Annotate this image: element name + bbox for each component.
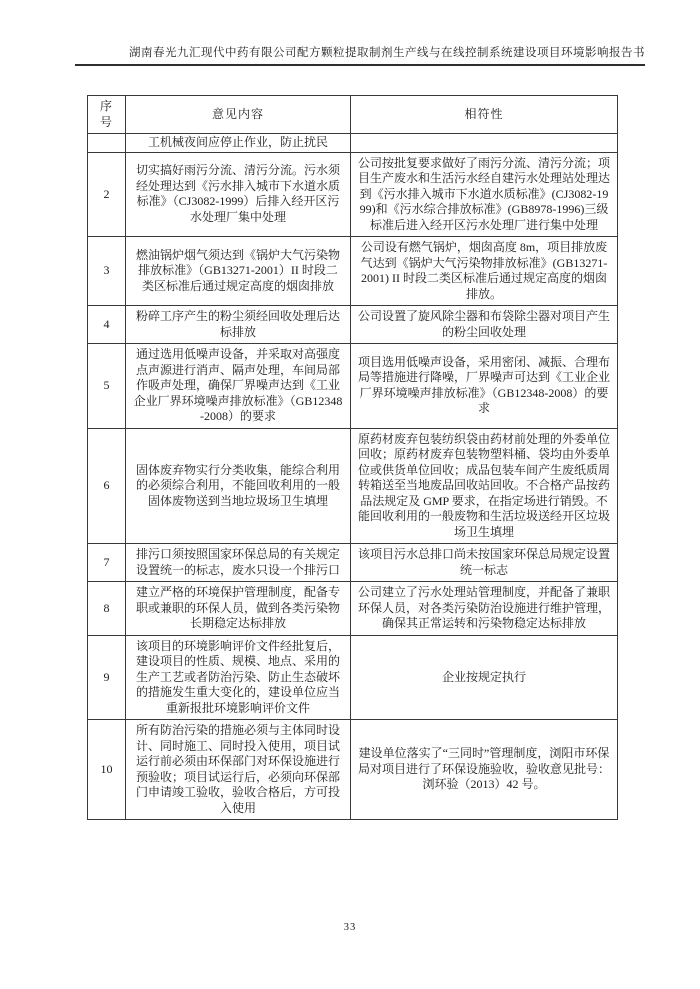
serial-number-cell: 9	[88, 635, 126, 720]
table-row	[88, 720, 618, 820]
serial-number-cell: 5	[88, 344, 126, 429]
opinion-cell: 工机械夜间应停止作业，防止扰民	[126, 134, 351, 153]
table-row	[88, 582, 618, 636]
table-row	[88, 134, 618, 153]
serial-number-cell: 8	[88, 582, 126, 636]
table-row	[88, 237, 618, 306]
serial-number-cell: 3	[88, 237, 126, 306]
opinion-cell: 粉碎工序产生的粉尘须经回收处理后达标排放	[126, 306, 351, 344]
serial-number-cell	[88, 134, 126, 153]
table-row	[88, 428, 618, 544]
conformity-cell: 公司设置了旋风除尘器和布袋除尘器对项目产生的粉尘回收处理	[351, 306, 618, 344]
opinion-cell: 燃油锅炉烟气须达到《锅炉大气污染物排放标准》（GB13271-2001）II 时段二类区标准后通过规定高度的烟囱排放	[126, 237, 351, 306]
conformity-cell: 建设单位落实了“三同时”管理制度，浏阳市环保局对项目进行了环保设施验收，验收意见批号：浏环验（2013）42 号。	[351, 720, 618, 820]
column-header-conformity: 相符性	[351, 96, 618, 134]
opinion-cell: 固体废弃物实行分类收集，能综合利用的必须综合利用，不能回收利用的一般固体废物送到当地垃圾场卫生填埋	[126, 428, 351, 544]
conformity-cell: 该项目污水总排口尚未按国家环保总局规定设置统一标志	[351, 544, 618, 582]
serial-number-cell: 2	[88, 152, 126, 237]
conformity-cell: 公司建立了污水处理站管理制度，并配备了兼职环保人员，对各类污染防治设施进行维护管理，确保其正常运转和污染物稳定达标排放	[351, 582, 618, 636]
table-row	[88, 152, 618, 237]
page-number: 33	[343, 922, 357, 933]
conformity-cell: 公司按批复要求做好了雨污分流、清污分流；项目生产废水和生活污水经自建污水处理站处理达到《污水排入城市下水道水质标准》(CJ3082-1999)和《污水综合排放标准》(GB8978-1996)三级标准后进入经开区污水处理厂进行集中处理	[351, 152, 618, 237]
conformity-cell: 原药材废弃包装纺织袋由药材前处理的外委单位回收；原药材废弃包装物塑料桶、袋均由外委单位或供货单位回收；成品包装车间产生废纸质周转箱送至当地废品回收站回收。不合格产品按药品法规定及 GMP 要求，在指定场进行销毁。不能回收利用的一般废物和生活垃圾送经开区垃圾场卫生填埋	[351, 428, 618, 544]
opinion-cell: 通过选用低噪声设备，并采取对高强度点声源进行消声、隔声处理，车间局部作吸声处理，确保厂界噪声达到《工业企业厂界环境噪声排放标准》（GB12348-2008）的要求	[126, 344, 351, 429]
conformity-cell: 企业按规定执行	[351, 635, 618, 720]
serial-number-cell: 6	[88, 428, 126, 544]
column-header-opinion-content: 意见内容	[126, 96, 351, 134]
conformity-cell: 公司设有燃气锅炉，烟囱高度 8m，项目排放废气达到《锅炉大气污染物排放标准》(GB13271-2001) II 时段二类区标准后通过规定高度的烟囱排放。	[351, 237, 618, 306]
serial-number-cell: 10	[88, 720, 126, 820]
opinion-conformity-table	[87, 95, 618, 820]
opinion-cell: 该项目的环境影响评价文件经批复后，建设项目的性质、规模、地点、采用的生产工艺或者防治污染、防止生态破坏的措施发生重大变化的，建设单位应当重新报批环境影响评价文件	[126, 635, 351, 720]
opinion-cell: 建立严格的环境保护管理制度，配备专职或兼职的环保人员，做到各类污染物长期稳定达标排放	[126, 582, 351, 636]
conformity-cell	[351, 134, 618, 153]
column-header-serial-number: 序号	[88, 96, 126, 134]
table-row	[88, 635, 618, 720]
serial-number-cell: 4	[88, 306, 126, 344]
table-row	[88, 544, 618, 582]
table-row	[88, 306, 618, 344]
table-row	[88, 344, 618, 429]
opinion-cell: 切实搞好雨污分流、清污分流。污水须经处理达到《污水排入城市下水道水质标准》（CJ3082-1999）后排入经开区污水处理厂集中处理	[126, 152, 351, 237]
opinion-cell: 排污口须按照国家环保总局的有关规定设置统一的标志，废水只设一个排污口	[126, 544, 351, 582]
conformity-cell: 项目选用低噪声设备，采用密闭、减振、合理布局等措施进行降噪，厂界噪声可达到《工业企业厂界环境噪声排放标准》（GB12348-2008）的要求	[351, 344, 618, 429]
table-header-row	[88, 96, 618, 134]
running-header-title: 湖南春光九汇现代中药有限公司配方颗粒提取制剂生产线与在线控制系统建设项目环境影响报告书	[75, 44, 645, 66]
serial-number-cell: 7	[88, 544, 126, 582]
opinion-cell: 所有防治污染的措施必须与主体同时设计、同时施工、同时投入使用，项目试运行前必须由环保部门对环保设施进行预验收；项目试运行后，必须向环保部门申请竣工验收，验收合格后，方可投入使用	[126, 720, 351, 820]
